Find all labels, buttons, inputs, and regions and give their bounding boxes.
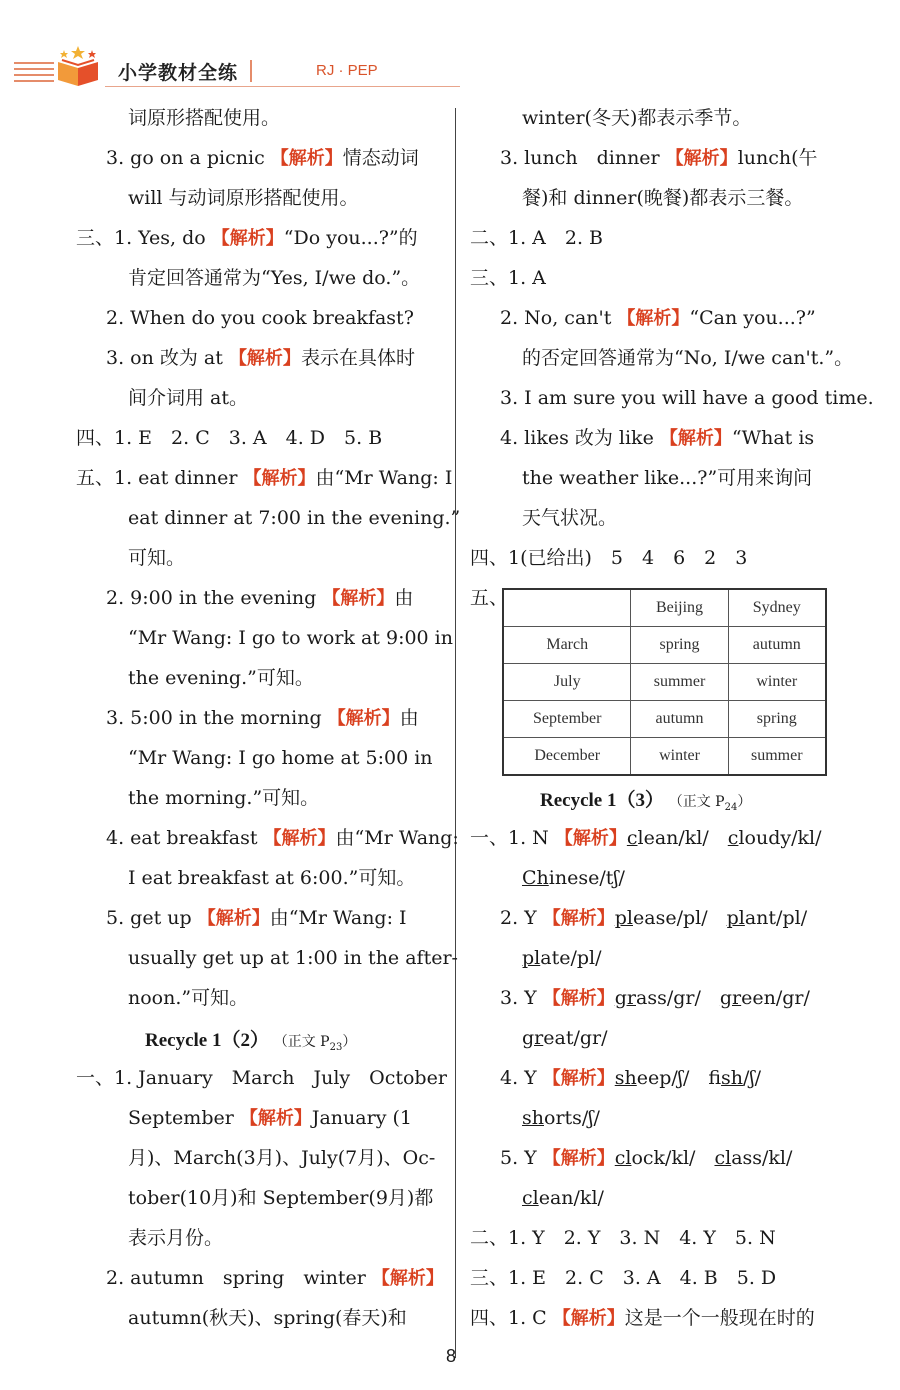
table-header-row (503, 589, 826, 627)
phonics-rest: /ʃ/ (743, 1067, 762, 1089)
phonics-rest: eat/gr/ (543, 1027, 608, 1049)
line-text: 间介词用 at。 (128, 387, 249, 409)
phonics-underline: cl (614, 1147, 632, 1169)
answer-line (106, 705, 419, 732)
analysis-tag: 【解析】 (617, 308, 690, 329)
answer-line (500, 425, 814, 452)
phonics-rest: ease/pl/ (633, 907, 727, 929)
phonics-underline: sh (721, 1067, 744, 1089)
line-text: eat dinner at 7:00 in the evening.” (128, 507, 461, 529)
line-prefix: 2. No, can't (500, 307, 618, 329)
answer-line (522, 1025, 608, 1051)
answer-line (106, 1265, 444, 1292)
answer-line (128, 505, 460, 531)
line-prefix: 4. Y (500, 1067, 543, 1089)
phonics-underline: sh (614, 1067, 637, 1089)
table-cell: winter (631, 738, 728, 776)
table-cell: December (503, 738, 631, 776)
section-ref: （正文 $P_{23}$） (273, 1034, 357, 1053)
line-prefix: 3. lunch dinner (500, 147, 666, 169)
line-suffix: 由“Mr Wang: (335, 827, 459, 849)
analysis-tag: 【解析】 (659, 428, 732, 449)
answer-line (128, 1105, 412, 1132)
line-text: tober(10月)和 September(9月)都 (128, 1187, 434, 1209)
answer-line (522, 105, 751, 131)
line-text: 2. When do you cook breakfast? (106, 307, 414, 329)
line-text: the evening.”可知。 (128, 667, 314, 689)
table-cell: summer (728, 738, 826, 776)
answer-line (106, 585, 413, 612)
phonics-rest: inese/tʃ/ (548, 867, 625, 889)
answer-line (470, 1265, 776, 1291)
phonics-rest: ass/gr/ (636, 987, 720, 1009)
page-number: 8 (446, 1346, 457, 1366)
header-title: 小学教材全练 (118, 62, 239, 84)
answer-line (128, 1305, 407, 1331)
line-suffix: “Do you...?”的 (283, 227, 418, 249)
section-heading (145, 1027, 356, 1061)
answer-line (128, 1145, 435, 1171)
answer-line (500, 1145, 792, 1172)
answer-line (522, 865, 625, 891)
answer-line (128, 665, 314, 691)
line-text: 三、1. A (470, 267, 546, 289)
answer-line (500, 305, 816, 332)
line-text: 表示月份。 (128, 1227, 224, 1249)
line-text: 二、1. Y 2. Y 3. N 4. Y 5. N (470, 1227, 776, 1249)
line-text: 一、1. January March July October (76, 1067, 447, 1089)
answer-line (128, 865, 415, 891)
table-cell (503, 589, 631, 627)
answer-line (522, 945, 602, 971)
table-cell: September (503, 701, 631, 738)
answer-line (470, 545, 747, 571)
line-prefix: 2. autumn spring winter (106, 1267, 372, 1289)
line-text: 餐)和 dinner(晚餐)都表示三餐。 (522, 187, 804, 209)
line-text: 天气状况。 (522, 507, 618, 529)
line-text: I eat breakfast at 6:00.”可知。 (128, 867, 416, 889)
analysis-tag: 【解析】 (665, 148, 738, 169)
line-text: 二、1. A 2. B (470, 227, 604, 249)
analysis-tag: 【解析】 (542, 908, 615, 929)
answer-line (470, 1305, 815, 1332)
analysis-tag: 【解析】 (197, 908, 270, 929)
line-prefix: 2. Y (500, 907, 543, 929)
season-table (502, 588, 827, 776)
phonics-rest: ean/kl/ (538, 1187, 604, 1209)
answer-line (522, 465, 812, 491)
answer-line (522, 1105, 600, 1131)
line-text: 四、1(已给出) 5 4 6 2 3 (470, 547, 748, 569)
answer-line (128, 185, 359, 211)
line-suffix: lunch(午 (737, 147, 818, 169)
table-row (503, 701, 826, 738)
line-prefix: 5. Y (500, 1147, 543, 1169)
phonics-underline: sh (522, 1107, 544, 1129)
header-rule (105, 86, 460, 87)
phonics-underline: cl (522, 1187, 539, 1209)
phonics-rest: orts/ʃ/ (544, 1107, 600, 1129)
section-title: Recycle 1（3） (540, 790, 669, 811)
line-suffix: “What is (731, 427, 815, 449)
line-prefix: 3. 5:00 in the morning (106, 707, 328, 729)
line-prefix: 4. likes 改为 like (500, 427, 660, 449)
analysis-tag: 【解析】 (239, 1108, 312, 1129)
answer-line (470, 265, 546, 291)
line-text: the morning.”可知。 (128, 787, 320, 809)
line-suffix: 由“Mr Wang: I (269, 907, 407, 929)
line-prefix: 5. get up (106, 907, 198, 929)
line-prefix: 五、1. eat dinner (76, 467, 244, 489)
header-edition: RJ · PEP (316, 62, 378, 79)
phonics-underline: gr (522, 1027, 544, 1049)
phonics-rest: loudy/kl/ (738, 827, 822, 849)
line-prefix: 3. go on a picnic (106, 147, 271, 169)
analysis-tag: 【解析】 (228, 348, 301, 369)
line-text: 五、 (470, 587, 509, 609)
analysis-tag: 【解析】 (554, 828, 627, 849)
phonics-underline: gr (614, 987, 636, 1009)
analysis-tag: 【解析】 (322, 588, 395, 609)
phonics-underline: gr (719, 987, 742, 1009)
answer-line (76, 225, 418, 252)
answer-line (106, 905, 407, 932)
phonics-underline: pl (614, 907, 633, 929)
answer-line (500, 905, 807, 932)
phonics-underline: Ch (522, 867, 549, 889)
answer-line (106, 145, 419, 172)
line-suffix: 情态动词 (342, 147, 419, 169)
line-prefix: 3. on 改为 at (106, 347, 229, 369)
section-title: Recycle 1（2） (145, 1030, 274, 1051)
answer-line (128, 1225, 223, 1251)
line-suffix: 表示在具体时 (300, 347, 415, 369)
answer-line (470, 1225, 776, 1251)
section-heading (540, 787, 751, 821)
analysis-tag: 【解析】 (243, 468, 316, 489)
line-prefix: 三、1. Yes, do (76, 227, 212, 249)
phonics-rest: eep/ʃ/ fi (636, 1067, 722, 1089)
answer-line (500, 385, 874, 411)
section-ref: （正文 $P_{24}$） (668, 794, 752, 813)
line-suffix: 由 (394, 587, 414, 609)
line-text: 的否定回答通常为“No, I/we can't.”。 (522, 347, 854, 369)
line-suffix: 由“Mr Wang: I (315, 467, 453, 489)
line-text: the weather like...?”可用来询问 (522, 467, 813, 489)
line-text: 三、1. E 2. C 3. A 4. B 5. D (470, 1267, 777, 1289)
answer-line (522, 505, 617, 531)
answer-line (128, 545, 185, 571)
answer-line (76, 1065, 447, 1091)
analysis-tag: 【解析】 (542, 1068, 615, 1089)
table-row (503, 627, 826, 664)
answer-line (76, 465, 452, 492)
line-suffix: “Can you...?” (689, 307, 816, 329)
phonics-underline: c (727, 827, 739, 849)
table-cell: Sydney (728, 589, 826, 627)
line-suffix: January (1 (311, 1107, 412, 1129)
section-ref-page: 23 (329, 1041, 343, 1053)
section-ref-page: 24 (724, 801, 738, 813)
analysis-tag: 【解析】 (263, 828, 336, 849)
answer-line (128, 1185, 433, 1211)
answer-line (76, 425, 382, 451)
answer-line (470, 825, 821, 852)
phonics-rest: ass/kl/ (731, 1147, 793, 1169)
answer-line (128, 745, 433, 771)
phonics-underline: pl (522, 947, 541, 969)
line-prefix: 四、1. C (470, 1307, 553, 1329)
table-row (503, 738, 826, 776)
analysis-tag: 【解析】 (552, 1308, 625, 1329)
table-row (503, 664, 826, 701)
table-cell: summer (631, 664, 728, 701)
phonics-rest: lean/kl/ (637, 827, 728, 849)
line-suffix: 由 (399, 707, 419, 729)
line-text: 可知。 (128, 547, 186, 569)
phonics-underline: pl (726, 907, 745, 929)
line-suffix: 这是一个一般现在时的 (624, 1307, 815, 1329)
table-cell: Beijing (631, 589, 728, 627)
line-text: 肯定回答通常为“Yes, I/we do.”。 (128, 267, 421, 289)
line-text: 四、1. E 2. C 3. A 4. D 5. B (76, 427, 383, 449)
analysis-tag: 【解析】 (371, 1268, 444, 1289)
line-text: “Mr Wang: I go to work at 9:00 in (128, 627, 453, 649)
line-text: will 与动词原形搭配使用。 (128, 187, 359, 209)
phonics-rest: ate/pl/ (540, 947, 602, 969)
answer-line (106, 305, 414, 331)
table-cell: March (503, 627, 631, 664)
analysis-tag: 【解析】 (211, 228, 284, 249)
header-separator (250, 60, 252, 82)
line-text: “Mr Wang: I go home at 5:00 in (128, 747, 433, 769)
phonics-rest: een/gr/ (741, 987, 810, 1009)
line-prefix: 2. 9:00 in the evening (106, 587, 323, 609)
line-text: winter(冬天)都表示季节。 (522, 107, 752, 129)
analysis-tag: 【解析】 (542, 1148, 615, 1169)
line-prefix: 4. eat breakfast (106, 827, 264, 849)
line-prefix: 3. Y (500, 987, 543, 1009)
line-text: 月)、March(3月)、July(7月)、Oc- (128, 1147, 436, 1169)
answer-line (128, 945, 458, 971)
answer-line (128, 265, 420, 291)
line-text: 词原形搭配使用。 (128, 107, 281, 129)
book-logo-icon (52, 44, 108, 88)
analysis-tag: 【解析】 (542, 988, 615, 1009)
line-text: usually get up at 1:00 in the after- (128, 947, 458, 969)
answer-line (128, 105, 280, 131)
answer-line (500, 145, 818, 172)
line-prefix: September (128, 1107, 240, 1129)
answer-line (106, 345, 415, 372)
answer-line (500, 985, 810, 1012)
phonics-rest: ant/pl/ (744, 907, 808, 929)
answer-line (128, 985, 248, 1011)
table-cell: July (503, 664, 631, 701)
answer-line (500, 1065, 761, 1092)
table-cell: autumn (728, 627, 826, 664)
column-divider (455, 108, 456, 1358)
answer-line (522, 185, 803, 211)
answer-line (128, 785, 319, 811)
answer-line (470, 225, 603, 251)
answer-line (106, 825, 459, 852)
answer-line (128, 625, 453, 651)
answer-line (128, 385, 248, 411)
line-text: 3. I am sure you will have a good time. (500, 387, 874, 409)
header-decoration (14, 62, 54, 86)
phonics-rest: ock/kl/ (631, 1147, 715, 1169)
table-cell: spring (631, 627, 728, 664)
table-cell: winter (728, 664, 826, 701)
line-text: noon.”可知。 (128, 987, 249, 1009)
line-text: autumn(秋天)、spring(春天)和 (128, 1307, 407, 1329)
answer-line (522, 1185, 604, 1211)
analysis-tag: 【解析】 (327, 708, 400, 729)
phonics-underline: c (626, 827, 638, 849)
table-cell: autumn (631, 701, 728, 738)
page-header (0, 40, 470, 100)
table-cell: spring (728, 701, 826, 738)
line-prefix: 一、1. N (470, 827, 555, 849)
phonics-underline: cl (714, 1147, 732, 1169)
answer-line (522, 345, 853, 371)
analysis-tag: 【解析】 (270, 148, 343, 169)
